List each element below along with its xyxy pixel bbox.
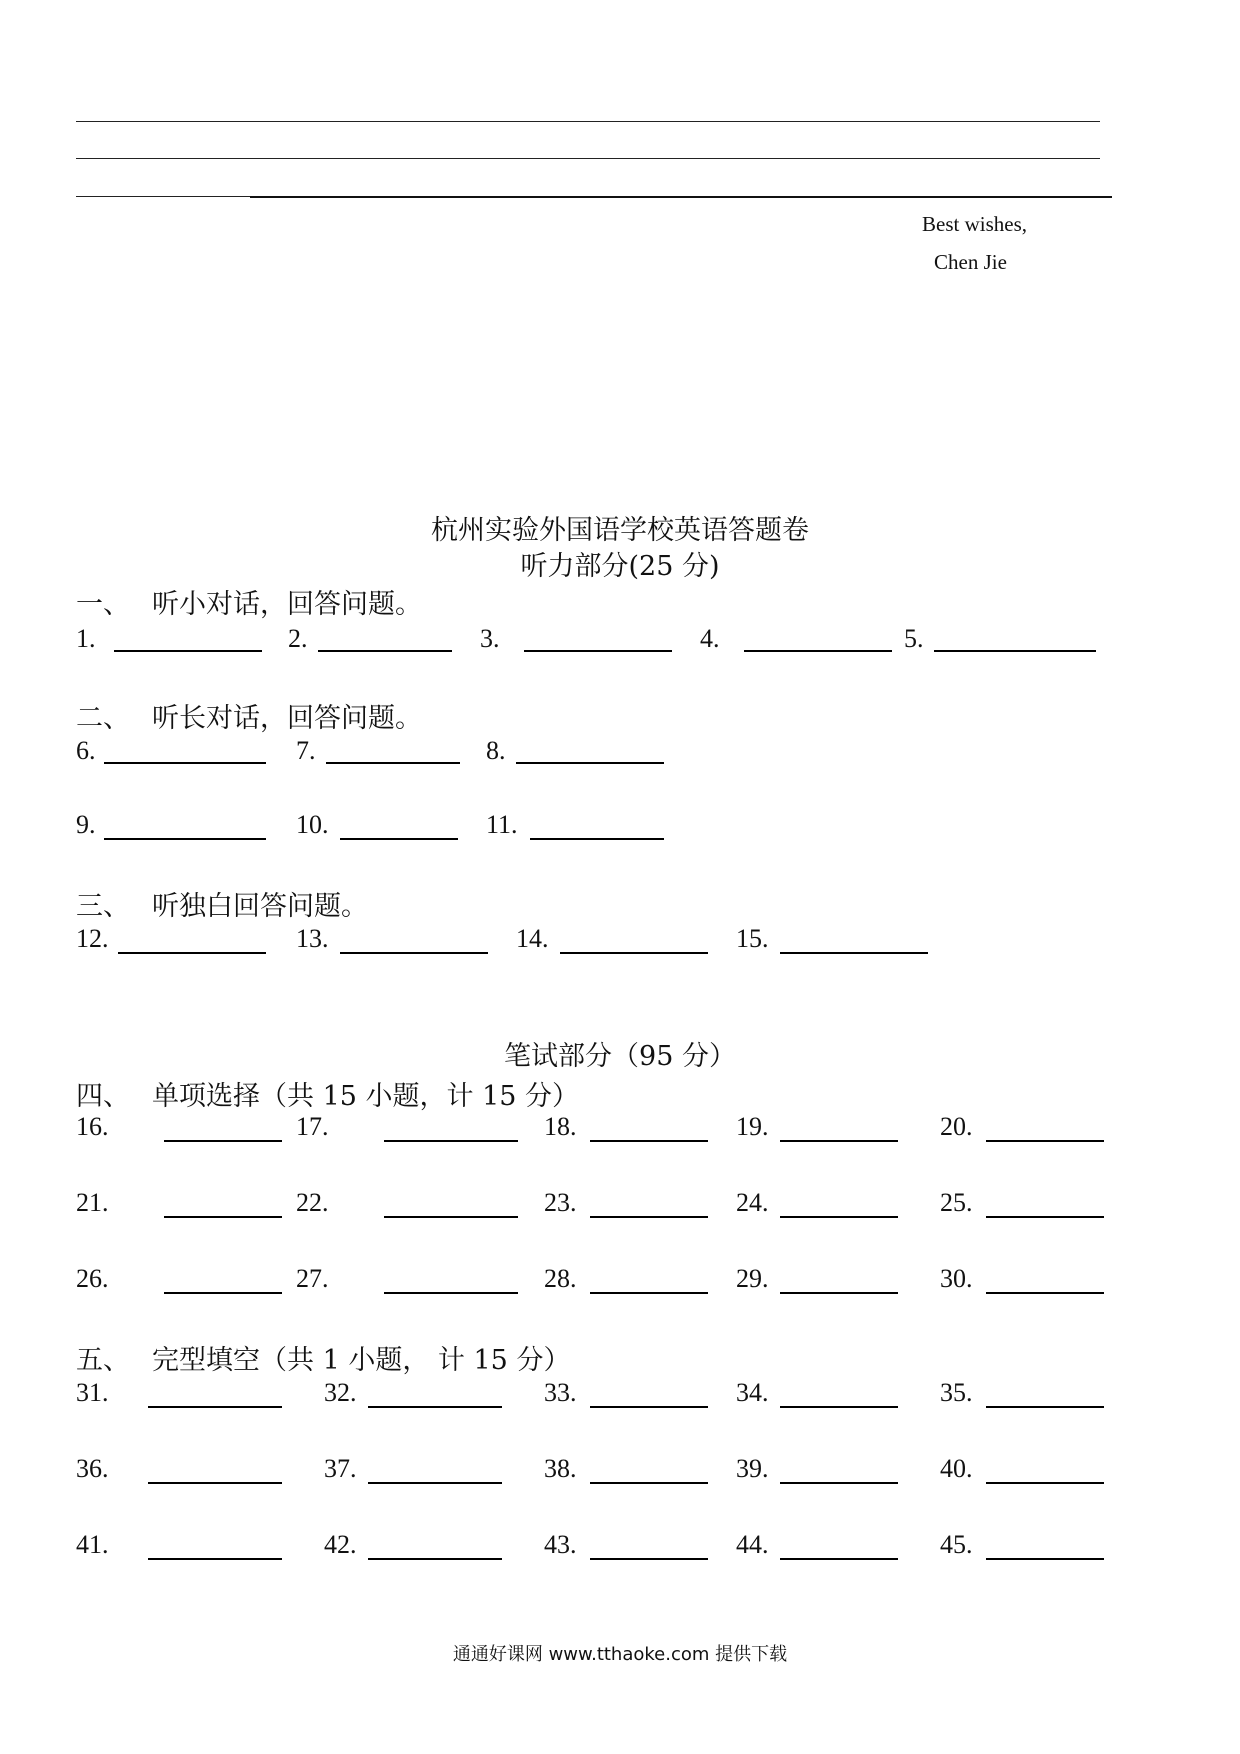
item-number-38: 38. [544,1454,577,1483]
section-title-listening: 听力部分(25 分) [520,551,720,582]
writing-line [250,196,1112,198]
heading-3 [76,884,368,923]
answer-blank-27[interactable] [384,1292,518,1294]
item-number-26: 26. [76,1264,109,1293]
answer-blank-23[interactable] [590,1216,708,1218]
item-number-13: 13. [296,924,329,953]
answer-blank-11[interactable] [530,838,664,840]
item-number-19: 19. [736,1112,769,1141]
item-number-43: 43. [544,1530,577,1559]
item-number-23: 23. [544,1188,577,1217]
heading-5 [76,1338,570,1377]
item-number-25: 25. [940,1188,973,1217]
heading-text: 单项选择（共 15 小题，计 15 分） [152,1081,580,1112]
item-number-18: 18. [544,1112,577,1141]
item-number-41: 41. [76,1530,109,1559]
answer-blank-18[interactable] [590,1140,708,1142]
item-number-29: 29. [736,1264,769,1293]
item-number-39: 39. [736,1454,769,1483]
heading-number: 五、 [76,1345,130,1376]
section-title-written: 笔试部分（95 分） [504,1041,736,1072]
heading-text: 听独白回答问题。 [152,891,368,922]
answer-blank-33[interactable] [590,1406,708,1408]
answer-blank-7[interactable] [326,762,460,764]
heading-number: 一、 [76,589,130,620]
answer-blank-24[interactable] [780,1216,898,1218]
answer-blank-20[interactable] [986,1140,1104,1142]
item-number-24: 24. [736,1188,769,1217]
item-number-5: 5. [904,624,924,653]
item-number-7: 7. [296,736,316,765]
answer-blank-43[interactable] [590,1558,708,1560]
item-number-8: 8. [486,736,506,765]
answer-blank-13[interactable] [340,952,488,954]
item-number-27: 27. [296,1264,329,1293]
heading-text: 听长对话，回答问题。 [152,703,422,734]
answer-blank-15[interactable] [780,952,928,954]
answer-blank-21[interactable] [164,1216,282,1218]
answer-blank-41[interactable] [148,1558,282,1560]
answer-blank-28[interactable] [590,1292,708,1294]
signoff-name: Chen Jie [934,250,1007,274]
answer-blank-37[interactable] [368,1482,502,1484]
item-number-40: 40. [940,1454,973,1483]
item-number-3: 3. [480,624,500,653]
writing-line [76,121,1100,122]
answer-blank-12[interactable] [118,952,266,954]
item-number-2: 2. [288,624,308,653]
answer-blank-9[interactable] [104,838,266,840]
writing-line [76,196,250,197]
item-number-17: 17. [296,1112,329,1141]
answer-blank-42[interactable] [368,1558,502,1560]
heading-2 [76,696,422,735]
item-number-9: 9. [76,810,96,839]
item-number-14: 14. [516,924,549,953]
answer-blank-30[interactable] [986,1292,1104,1294]
answer-blank-45[interactable] [986,1558,1104,1560]
answer-blank-16[interactable] [164,1140,282,1142]
item-number-16: 16. [76,1112,109,1141]
heading-number: 四、 [76,1081,130,1112]
item-number-42: 42. [324,1530,357,1559]
answer-blank-8[interactable] [516,762,664,764]
answer-blank-32[interactable] [368,1406,502,1408]
item-number-4: 4. [700,624,720,653]
item-number-30: 30. [940,1264,973,1293]
answer-blank-40[interactable] [986,1482,1104,1484]
item-number-44: 44. [736,1530,769,1559]
answer-blank-36[interactable] [148,1482,282,1484]
heading-text: 听小对话，回答问题。 [152,589,422,620]
answer-blank-35[interactable] [986,1406,1104,1408]
item-number-32: 32. [324,1378,357,1407]
heading-number: 二、 [76,703,130,734]
item-number-11: 11. [486,810,518,839]
answer-blank-5[interactable] [934,650,1096,652]
item-number-37: 37. [324,1454,357,1483]
item-number-31: 31. [76,1378,109,1407]
item-number-22: 22. [296,1188,329,1217]
answer-blank-6[interactable] [104,762,266,764]
item-number-12: 12. [76,924,109,953]
item-number-35: 35. [940,1378,973,1407]
footer-note: 通通好课网 www.tthaoke.com 提供下载 [452,1644,788,1665]
answer-blank-26[interactable] [164,1292,282,1294]
heading-1 [76,582,422,621]
answer-blank-17[interactable] [384,1140,518,1142]
item-number-34: 34. [736,1378,769,1407]
item-number-36: 36. [76,1454,109,1483]
heading-text: 完型填空（共 1 小题， 计 15 分） [152,1345,571,1376]
answer-blank-1[interactable] [114,650,262,652]
answer-blank-29[interactable] [780,1292,898,1294]
item-number-20: 20. [940,1112,973,1141]
heading-4 [76,1074,579,1113]
answer-blank-38[interactable] [590,1482,708,1484]
page-title: 杭州实验外国语学校英语答题卷 [431,515,809,546]
answer-blank-22[interactable] [384,1216,518,1218]
item-number-45: 45. [940,1530,973,1559]
answer-blank-10[interactable] [340,838,458,840]
writing-line [76,158,1100,159]
item-number-28: 28. [544,1264,577,1293]
item-number-6: 6. [76,736,96,765]
item-number-1: 1. [76,624,96,653]
heading-number: 三、 [76,891,130,922]
item-number-15: 15. [736,924,769,953]
answer-blank-3[interactable] [524,650,672,652]
item-number-33: 33. [544,1378,577,1407]
answer-blank-34[interactable] [780,1406,898,1408]
answer-blank-39[interactable] [780,1482,898,1484]
answer-blank-14[interactable] [560,952,708,954]
item-number-10: 10. [296,810,329,839]
answer-blank-25[interactable] [986,1216,1104,1218]
answer-blank-2[interactable] [318,650,452,652]
answer-blank-31[interactable] [148,1406,282,1408]
answer-blank-4[interactable] [744,650,892,652]
answer-blank-44[interactable] [780,1558,898,1560]
item-number-21: 21. [76,1188,109,1217]
answer-blank-19[interactable] [780,1140,898,1142]
signoff-closing: Best wishes, [922,212,1027,236]
